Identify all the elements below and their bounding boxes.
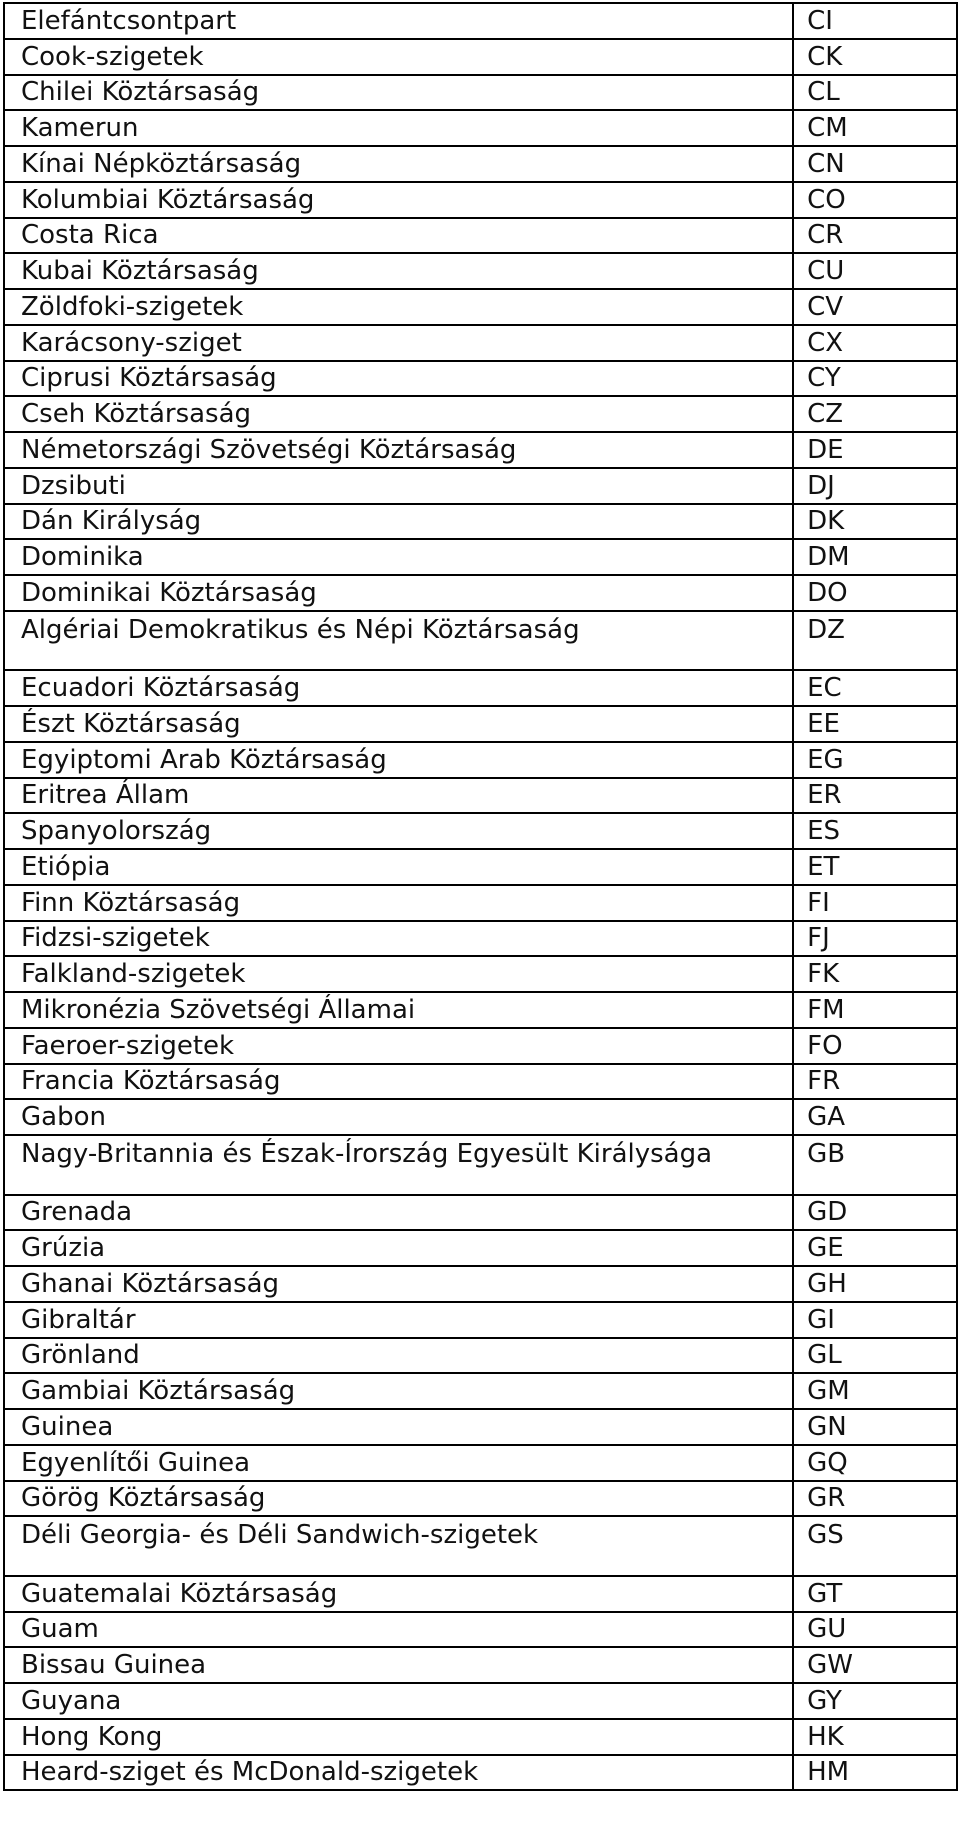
country-code-cell: DM [793, 539, 957, 575]
table-row [4, 1683, 957, 1719]
country-code-cell: GI [793, 1302, 957, 1338]
table-row [4, 361, 957, 397]
country-code-cell: HK [793, 1719, 957, 1755]
country-code-cell: CU [793, 253, 957, 289]
country-name-cell: Elefántcsontpart [4, 3, 793, 39]
country-name-cell: Cseh Köztársaság [4, 396, 793, 432]
table-row [4, 1576, 957, 1612]
country-code-cell: GY [793, 1683, 957, 1719]
table-row [4, 1099, 957, 1135]
country-name-cell: Francia Köztársaság [4, 1064, 793, 1100]
table-row [4, 325, 957, 361]
country-code-cell: GU [793, 1612, 957, 1648]
table-row [4, 778, 957, 814]
country-code-cell: DZ [793, 611, 957, 671]
country-code-cell: CL [793, 75, 957, 111]
country-name-cell: Dzsibuti [4, 468, 793, 504]
country-name-cell: Nagy-Britannia és Észak-Írország Egyesült Királysága [4, 1135, 793, 1195]
country-code-cell: CO [793, 182, 957, 218]
table-row [4, 218, 957, 254]
table-row [4, 1230, 957, 1266]
country-name-cell: Kolumbiai Köztársaság [4, 182, 793, 218]
table-row [4, 1135, 957, 1195]
table-row [4, 1338, 957, 1374]
country-code-cell: GW [793, 1647, 957, 1683]
table-body [4, 3, 957, 1790]
country-code-cell: EE [793, 706, 957, 742]
table-row [4, 956, 957, 992]
country-name-cell: Grönland [4, 1338, 793, 1374]
table-row [4, 539, 957, 575]
country-name-cell: Görög Köztársaság [4, 1481, 793, 1517]
table-row [4, 575, 957, 611]
table-row [4, 849, 957, 885]
country-code-cell: CI [793, 3, 957, 39]
table-row [4, 396, 957, 432]
table-row [4, 885, 957, 921]
country-code-cell: FO [793, 1028, 957, 1064]
country-code-cell: GN [793, 1409, 957, 1445]
country-code-cell: FR [793, 1064, 957, 1100]
table-row [4, 921, 957, 957]
country-code-cell: FI [793, 885, 957, 921]
table-row [4, 670, 957, 706]
country-code-cell: GD [793, 1195, 957, 1231]
country-code-cell: GB [793, 1135, 957, 1195]
table-row [4, 1516, 957, 1576]
table-row [4, 742, 957, 778]
country-name-cell: Egyenlítői Guinea [4, 1445, 793, 1481]
country-name-cell: Dominikai Köztársaság [4, 575, 793, 611]
country-name-cell: Algériai Demokratikus és Népi Köztársaság [4, 611, 793, 671]
country-name-cell: Gibraltár [4, 1302, 793, 1338]
country-code-cell: CV [793, 289, 957, 325]
country-name-cell: Dán Királyság [4, 504, 793, 540]
country-code-cell: GA [793, 1099, 957, 1135]
country-name-cell: Hong Kong [4, 1719, 793, 1755]
table-row [4, 432, 957, 468]
country-code-cell: GQ [793, 1445, 957, 1481]
country-code-cell: CM [793, 110, 957, 146]
country-name-cell: Dominika [4, 539, 793, 575]
table-row [4, 1409, 957, 1445]
country-code-cell: DJ [793, 468, 957, 504]
table-row [4, 253, 957, 289]
table-row [4, 1612, 957, 1648]
country-code-cell: GR [793, 1481, 957, 1517]
country-name-cell: Gambiai Köztársaság [4, 1373, 793, 1409]
country-code-cell: ET [793, 849, 957, 885]
country-code-cell: CK [793, 39, 957, 75]
country-name-cell: Guyana [4, 1683, 793, 1719]
table-row [4, 1064, 957, 1100]
table-row [4, 1481, 957, 1517]
table-row [4, 1195, 957, 1231]
country-code-cell: CR [793, 218, 957, 254]
country-code-cell: GM [793, 1373, 957, 1409]
country-name-cell: Déli Georgia- és Déli Sandwich-szigetek [4, 1516, 793, 1576]
country-name-cell: Mikronézia Szövetségi Államai [4, 992, 793, 1028]
country-name-cell: Fidzsi-szigetek [4, 921, 793, 957]
table-row [4, 1445, 957, 1481]
table-row [4, 39, 957, 75]
table-row [4, 3, 957, 39]
country-name-cell: Chilei Köztársaság [4, 75, 793, 111]
country-name-cell: Karácsony-sziget [4, 325, 793, 361]
country-name-cell: Zöldfoki-szigetek [4, 289, 793, 325]
table-row [4, 1302, 957, 1338]
country-name-cell: Egyiptomi Arab Köztársaság [4, 742, 793, 778]
country-code-cell: FJ [793, 921, 957, 957]
country-code-cell: FM [793, 992, 957, 1028]
table-row [4, 1373, 957, 1409]
table-row [4, 992, 957, 1028]
country-code-cell: GH [793, 1266, 957, 1302]
country-name-cell: Guatemalai Köztársaság [4, 1576, 793, 1612]
country-code-table [3, 2, 958, 1791]
table-row [4, 1028, 957, 1064]
country-code-cell: GT [793, 1576, 957, 1612]
table-row [4, 1266, 957, 1302]
country-name-cell: Ghanai Köztársaság [4, 1266, 793, 1302]
country-code-cell: CY [793, 361, 957, 397]
country-name-cell: Heard-sziget és McDonald-szigetek [4, 1755, 793, 1791]
country-code-cell: HM [793, 1755, 957, 1791]
country-name-cell: Grúzia [4, 1230, 793, 1266]
country-code-cell: ES [793, 813, 957, 849]
country-name-cell: Grenada [4, 1195, 793, 1231]
table-row [4, 706, 957, 742]
table-row [4, 813, 957, 849]
country-code-cell: DK [793, 504, 957, 540]
country-name-cell: Ciprusi Köztársaság [4, 361, 793, 397]
country-name-cell: Finn Köztársaság [4, 885, 793, 921]
table-row [4, 1755, 957, 1791]
country-code-cell: GL [793, 1338, 957, 1374]
country-name-cell: Costa Rica [4, 218, 793, 254]
country-name-cell: Észt Köztársaság [4, 706, 793, 742]
country-code-cell: EC [793, 670, 957, 706]
country-name-cell: Falkland-szigetek [4, 956, 793, 992]
country-code-cell: CX [793, 325, 957, 361]
table-row [4, 1647, 957, 1683]
country-code-cell: FK [793, 956, 957, 992]
country-name-cell: Faeroer-szigetek [4, 1028, 793, 1064]
table-row [4, 504, 957, 540]
country-name-cell: Bissau Guinea [4, 1647, 793, 1683]
table-row [4, 146, 957, 182]
country-name-cell: Guinea [4, 1409, 793, 1445]
country-name-cell: Guam [4, 1612, 793, 1648]
country-name-cell: Németországi Szövetségi Köztársaság [4, 432, 793, 468]
table-row [4, 75, 957, 111]
country-name-cell: Gabon [4, 1099, 793, 1135]
country-code-cell: CN [793, 146, 957, 182]
country-code-cell: EG [793, 742, 957, 778]
table-row [4, 468, 957, 504]
country-code-cell: DO [793, 575, 957, 611]
country-name-cell: Etiópia [4, 849, 793, 885]
country-name-cell: Kubai Köztársaság [4, 253, 793, 289]
table-row [4, 289, 957, 325]
country-code-cell: GS [793, 1516, 957, 1576]
country-code-cell: CZ [793, 396, 957, 432]
table-row [4, 1719, 957, 1755]
table-row [4, 182, 957, 218]
table-row [4, 110, 957, 146]
country-name-cell: Spanyolország [4, 813, 793, 849]
country-name-cell: Kínai Népköztársaság [4, 146, 793, 182]
country-code-cell: ER [793, 778, 957, 814]
country-name-cell: Eritrea Állam [4, 778, 793, 814]
country-name-cell: Ecuadori Köztársaság [4, 670, 793, 706]
country-code-cell: GE [793, 1230, 957, 1266]
country-name-cell: Kamerun [4, 110, 793, 146]
country-code-cell: DE [793, 432, 957, 468]
country-name-cell: Cook-szigetek [4, 39, 793, 75]
table-row [4, 611, 957, 671]
